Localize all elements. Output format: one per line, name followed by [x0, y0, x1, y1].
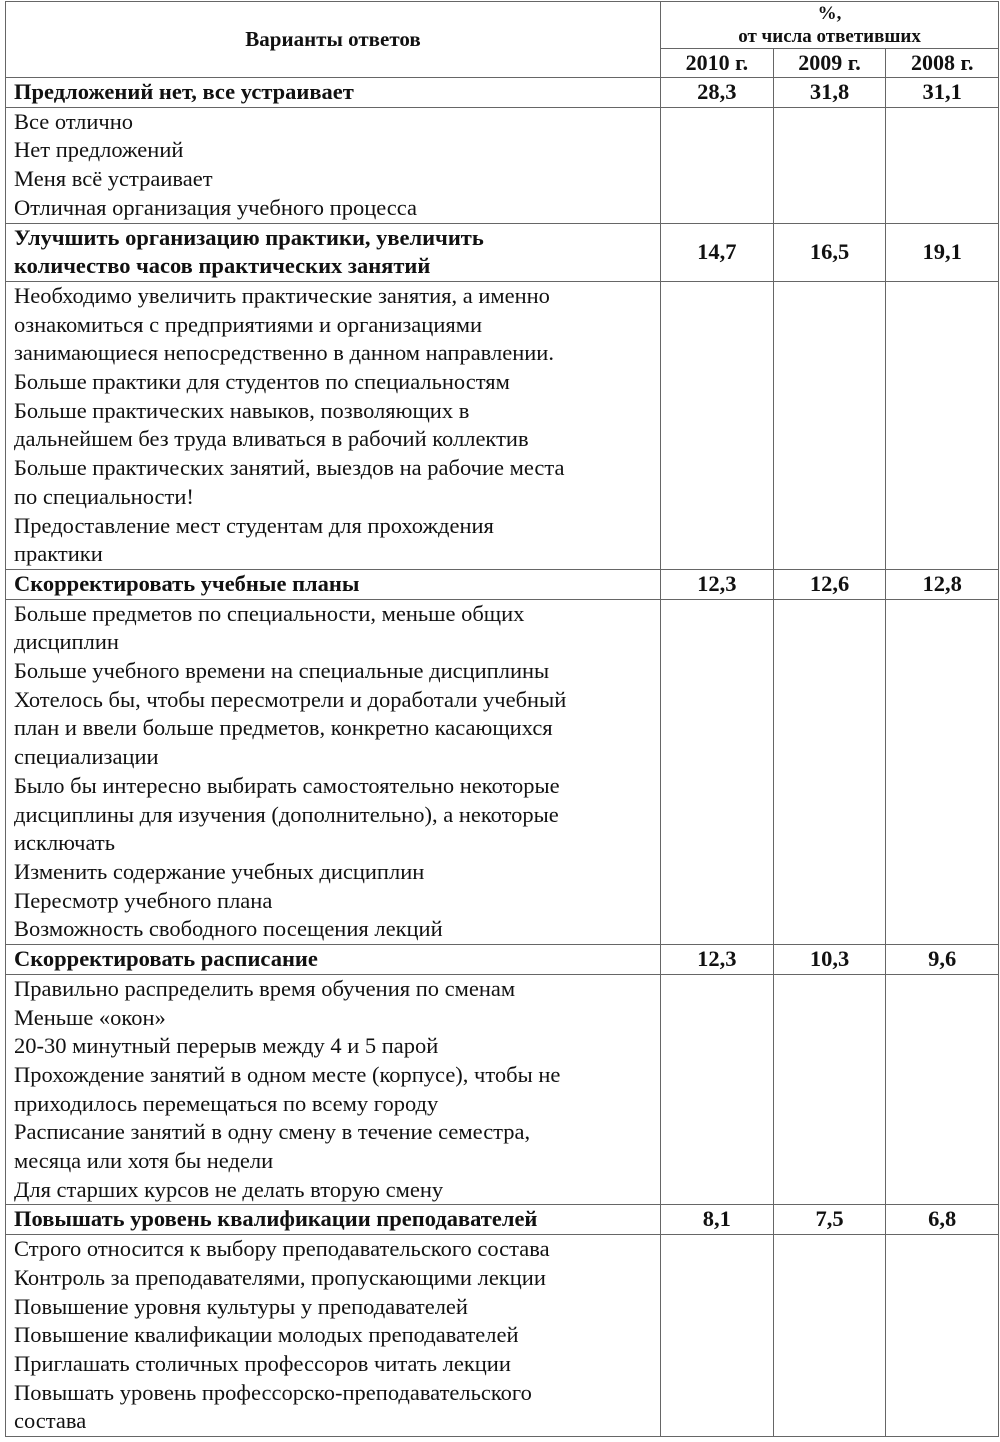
answers-row — [6, 599, 999, 944]
empty-cell — [886, 107, 999, 223]
empty-cell — [661, 281, 774, 569]
category-row — [6, 569, 999, 599]
answer-line: ознакомиться с предприятиями и организациями — [14, 311, 483, 337]
category-value-2010: 8,1 — [661, 1205, 774, 1235]
answer-line: Меньше «окон» — [14, 1004, 166, 1030]
percent-header — [661, 2, 999, 49]
category-title — [6, 945, 661, 975]
answer-line: месяца или хотя бы недели — [14, 1148, 274, 1174]
answer-line: Приглашать столичных профессоров читать лекции — [14, 1350, 511, 1376]
category-value-2008: 6,8 — [886, 1205, 999, 1235]
category-title-line: Предложений нет, все устраивает — [14, 79, 354, 104]
empty-cell — [886, 281, 999, 569]
category-title — [6, 569, 661, 599]
category-value-2009: 12,6 — [773, 569, 886, 599]
category-value-2009: 7,5 — [773, 1205, 886, 1235]
category-value-2010: 14,7 — [661, 223, 774, 281]
answer-line: Расписание занятий в одну смену в течение семестра, — [14, 1119, 531, 1145]
category-value-2008: 31,1 — [886, 78, 999, 108]
answer-line: занимающиеся непосредственно в данном направлении. — [14, 340, 554, 366]
answers-row — [6, 1235, 999, 1437]
answer-line: Повышать уровень профессорско-преподавательского — [14, 1379, 532, 1405]
answer-line: Больше практических занятий, выездов на рабочие места — [14, 455, 565, 481]
answer-line: приходилось перемещаться по всему городу — [14, 1090, 439, 1116]
category-title — [6, 78, 661, 108]
answer-line: Больше предметов по специальности, меньше общих — [14, 600, 525, 626]
empty-cell — [773, 599, 886, 944]
category-value-2010: 12,3 — [661, 569, 774, 599]
category-row — [6, 223, 999, 281]
empty-cell — [773, 281, 886, 569]
empty-cell — [661, 1235, 774, 1437]
answer-line: Отличная организация учебного процесса — [14, 194, 418, 220]
answers-list — [6, 107, 661, 223]
category-value-2008: 9,6 — [886, 945, 999, 975]
category-row — [6, 945, 999, 975]
empty-cell — [773, 1235, 886, 1437]
category-title-line: Скорректировать учебные планы — [14, 570, 360, 596]
survey-table — [5, 1, 999, 1437]
answer-line: Больше практики для студентов по специальностям — [14, 369, 510, 395]
answer-line: Предоставление мест студентам для прохождения — [14, 512, 494, 538]
year-header-2008: 2008 г. — [886, 49, 999, 78]
answer-line: Было бы интересно выбирать самостоятельно некоторые — [14, 772, 560, 798]
category-value-2010: 12,3 — [661, 945, 774, 975]
empty-cell — [886, 974, 999, 1205]
answer-line: Хотелось бы, чтобы пересмотрели и доработали учебный — [14, 686, 567, 712]
category-value-2008: 12,8 — [886, 569, 999, 599]
answer-line: специализации — [14, 744, 159, 770]
percent-label: %, — [817, 3, 842, 24]
percent-sub-label: от числа ответивших — [738, 26, 921, 47]
answer-line: Строго относится к выбору преподавательского состава — [14, 1236, 550, 1262]
answer-line: Повышение уровня культуры у преподавателей — [14, 1293, 468, 1319]
category-title — [6, 223, 661, 281]
category-value-2008: 19,1 — [886, 223, 999, 281]
empty-cell — [886, 1235, 999, 1437]
answer-line: Прохождение занятий в одном месте (корпусе), чтобы не — [14, 1061, 561, 1087]
answer-line: дисциплин — [14, 629, 119, 655]
empty-cell — [773, 107, 886, 223]
category-row — [6, 1205, 999, 1235]
category-title-line: Улучшить организацию практики, увеличить — [14, 224, 484, 250]
category-title — [6, 1205, 661, 1235]
answers-list — [6, 974, 661, 1205]
empty-cell — [773, 974, 886, 1205]
answers-row — [6, 107, 999, 223]
answer-line: Возможность свободного посещения лекций — [14, 916, 443, 942]
answer-line: Необходимо увеличить практические занятия, а именно — [14, 282, 550, 308]
answer-line: Больше практических навыков, позволяющих в — [14, 397, 470, 423]
answers-row — [6, 281, 999, 569]
category-title-line: Повышать уровень квалификации преподавателей — [14, 1206, 538, 1232]
answer-line: практики — [14, 541, 103, 567]
category-row — [6, 78, 999, 108]
year-header-2010: 2010 г. — [661, 49, 774, 78]
answer-line: Правильно распределить время обучения по сменам — [14, 975, 516, 1001]
answer-line: по специальности! — [14, 483, 194, 509]
answers-row — [6, 974, 999, 1205]
answers-list — [6, 599, 661, 944]
empty-cell — [661, 107, 774, 223]
answer-line: дальнейшем без труда вливаться в рабочий коллектив — [14, 426, 529, 452]
category-value-2010: 28,3 — [661, 78, 774, 108]
answer-line: Нет предложений — [14, 137, 184, 163]
answer-line: Пересмотр учебного плана — [14, 887, 273, 913]
answer-line: исключать — [14, 830, 115, 856]
answers-list — [6, 281, 661, 569]
category-title-line: Скорректировать расписание — [14, 946, 318, 972]
category-value-2009: 10,3 — [773, 945, 886, 975]
answer-line: 20-30 минутный перерыв между 4 и 5 парой — [14, 1033, 439, 1059]
answer-line: Для старших курсов не делать вторую смену — [14, 1176, 444, 1202]
category-title-line: количество часов практических занятий — [14, 253, 431, 279]
answers-list — [6, 1235, 661, 1437]
answer-line: Меня всё устраивает — [14, 166, 213, 192]
answer-line: план и ввели больше предметов, конкретно касающихся — [14, 715, 553, 741]
answer-line: дисциплины для изучения (дополнительно), а некоторые — [14, 801, 559, 827]
answer-line: Повышение квалификации молодых преподавателей — [14, 1322, 519, 1348]
empty-cell — [661, 599, 774, 944]
answer-line: Больше учебного времени на специальные дисциплины — [14, 658, 550, 684]
answer-line: состава — [14, 1408, 87, 1434]
answer-line: Контроль за преподавателями, пропускающими лекции — [14, 1264, 546, 1290]
empty-cell — [886, 599, 999, 944]
category-value-2009: 16,5 — [773, 223, 886, 281]
variants-header: Варианты ответов — [6, 2, 661, 78]
category-value-2009: 31,8 — [773, 78, 886, 108]
answer-line: Все отлично — [14, 108, 133, 134]
year-header-2009: 2009 г. — [773, 49, 886, 78]
empty-cell — [661, 974, 774, 1205]
table-body — [6, 78, 999, 1437]
answer-line: Изменить содержание учебных дисциплин — [14, 858, 425, 884]
